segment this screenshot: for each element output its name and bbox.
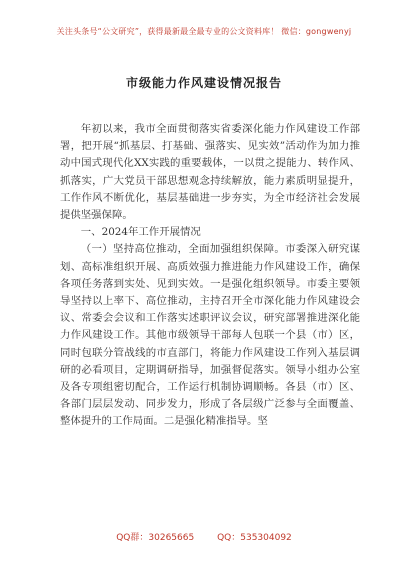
section-heading: 一、2024年工作开展情况	[80, 226, 201, 239]
footer-contacts	[0, 530, 408, 543]
document-title: 市级能力作风建设情况报告	[125, 76, 282, 90]
footer-qq: QQ：535304092	[217, 533, 292, 543]
footer-qq-group: QQ群：30265665	[116, 533, 195, 543]
document-body	[60, 121, 360, 431]
paragraph-section-1: （一）坚持高位推动，全面加强组织保障。市委深入研究谋划、高标准组织开展、高质效强力推进能力作风建设工作，确保各项任务落到实处、见到实效。一是强化组织领导。市委主要领导坚持以上率下、高位推动，主持召开全市深化能力作风建设会议、常委会会议和工作落实述职评议会议，研究部署推进深化能力作风建设工作。其他市级领导干部每人包联一个县（市）区，同时包联分管战线的市直部门，将能力作风建设工作列入基层调研的必看项目，定期调研指导，加强督促落实。领导小组办公室及各专项组密切配合，工作运行机制协调顺畅。各县（市）区、各部门层层发动、同步发力，形成了各层级广泛参与全面覆盖、整体提升的工作局面。二是强化精准指导。坚	[60, 243, 360, 428]
header-note: 关注头条号“公文研究”，获得最新最全最专业的公文资料库！ 微信：gongwenyj	[56, 27, 352, 36]
paragraph-intro: 年初以来，我市全面贯彻落实省委深化能力作风建设工作部署，把开展“抓基层、打基础、强落实、见实效”活动作为加力推动中国式现代化XX实践的重要载体，一以贯之提能力、转作风、抓落实，广大党员干部思想观念持续解放，能力素质明显提升，工作作风不断优化，基层基础进一步夯实，为全市经济社会发展提供坚强保障。	[60, 123, 360, 222]
